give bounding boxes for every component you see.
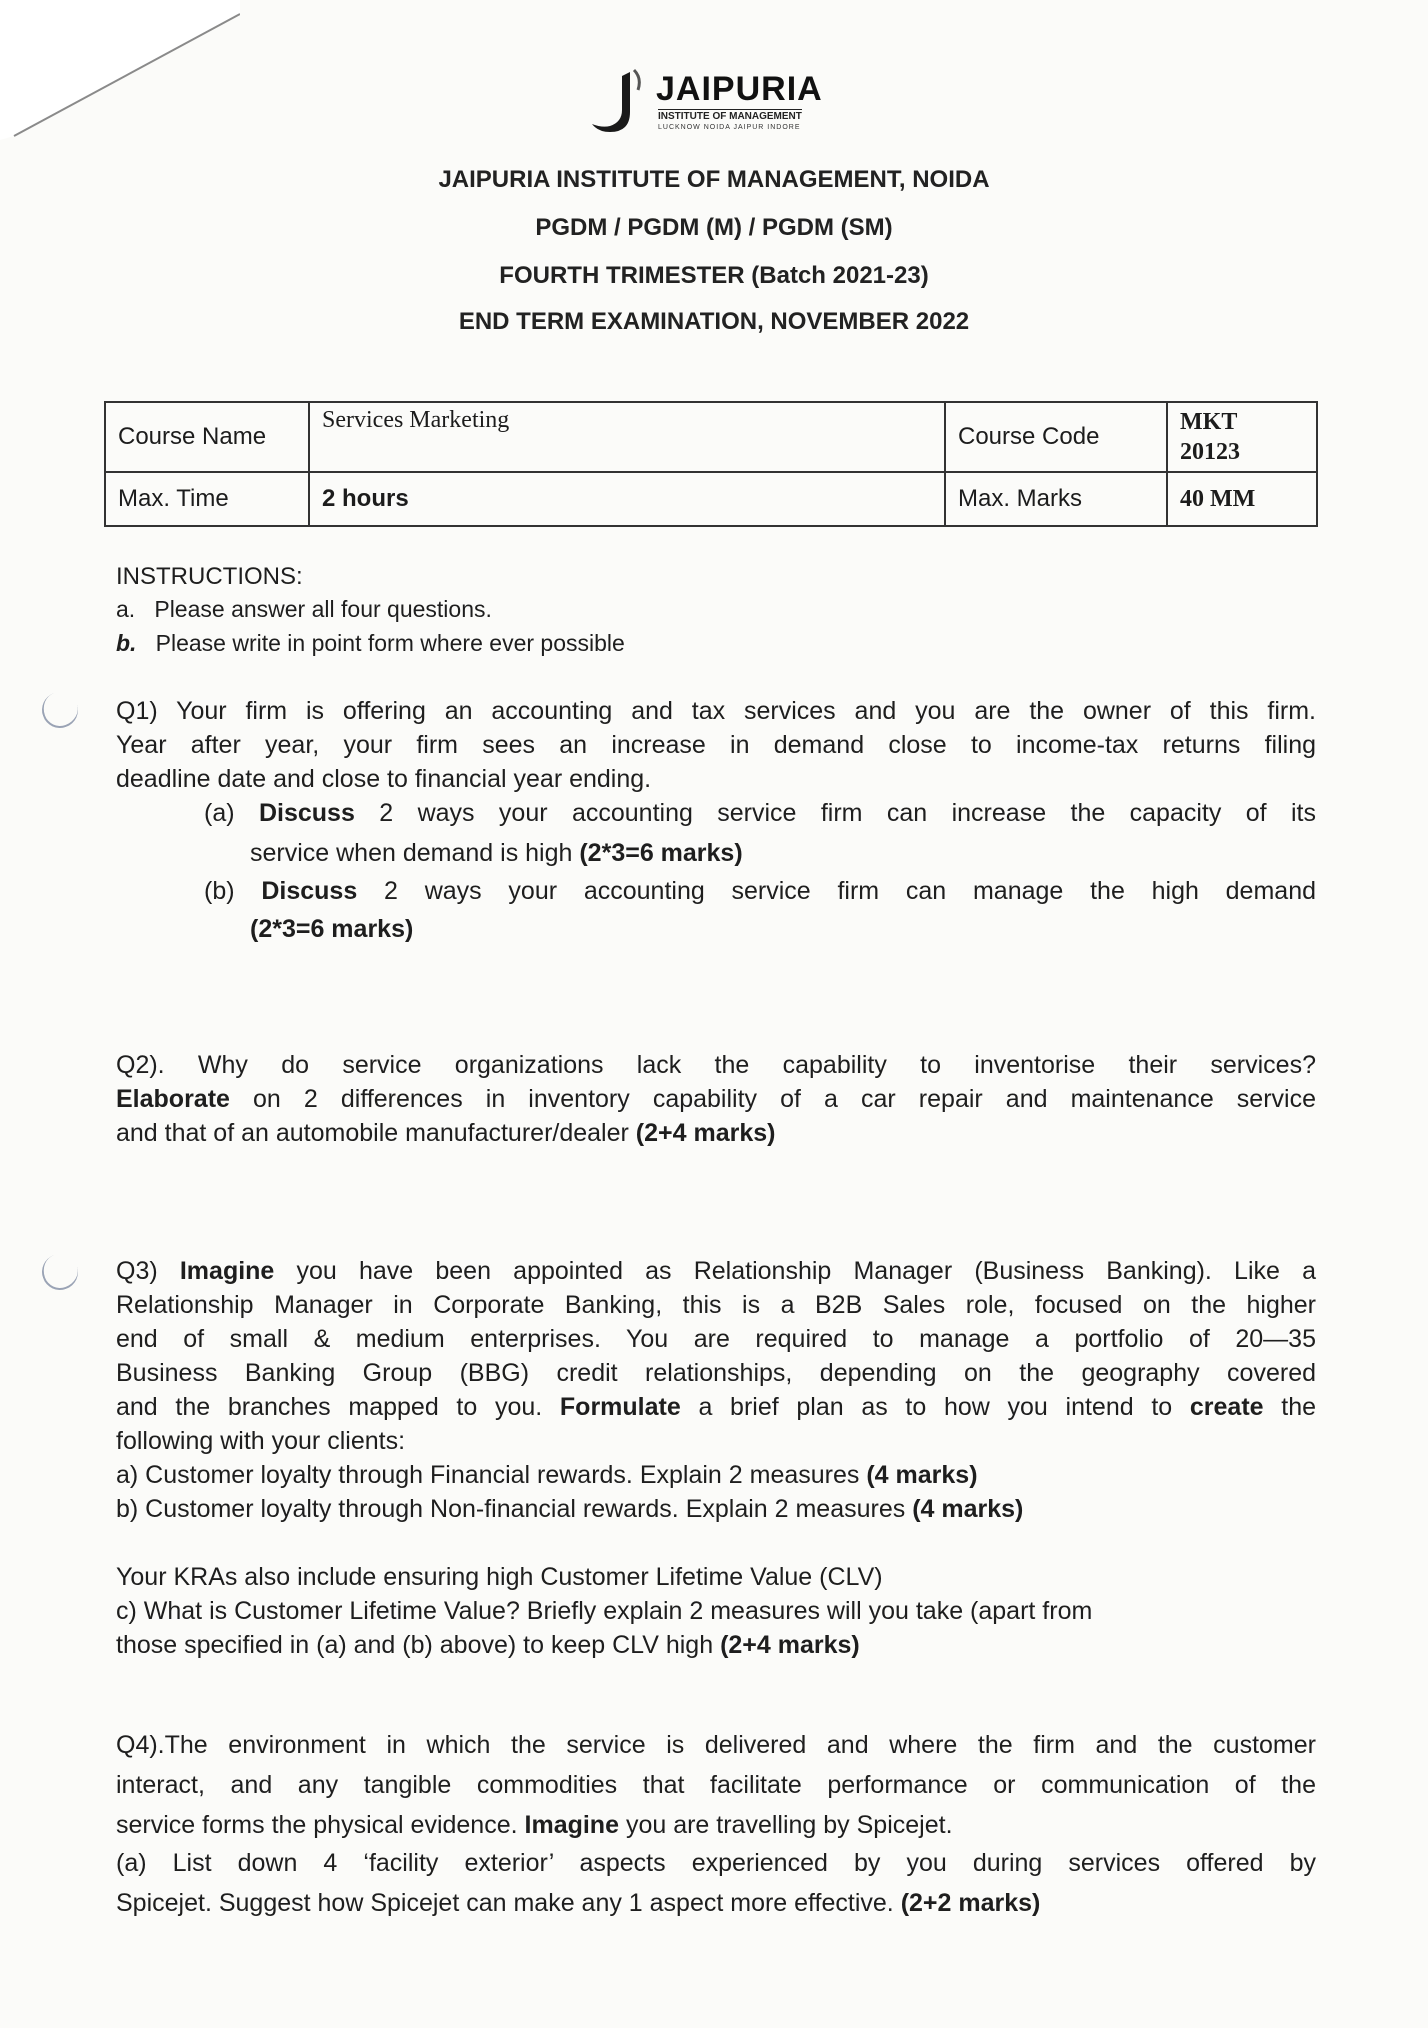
course-code-line-2: 20123	[1180, 439, 1240, 465]
q1-part-a-line-2	[250, 836, 743, 870]
q1-part-a-prefix: (a)	[204, 799, 235, 827]
trimester-title: FOURTH TRIMESTER (Batch 2021-23)	[499, 262, 929, 289]
q3-part-a	[116, 1458, 978, 1492]
q3-line-5	[116, 1390, 1316, 1424]
q2-line-3	[116, 1116, 775, 1150]
q3-part-c-marks: (2+4 marks)	[720, 1631, 860, 1659]
max-time-label: Max. Time	[105, 472, 309, 526]
q1-part-b-verb: Discuss	[261, 877, 358, 905]
q3-line-1	[116, 1254, 1316, 1288]
course-name-value: Services Marketing	[309, 402, 945, 472]
q3-prefix: Q3)	[116, 1257, 158, 1285]
logo-cities: LUCKNOW NOIDA JAIPUR INDORE	[658, 124, 801, 131]
q4-part-a-marks: (2+2 marks)	[900, 1889, 1041, 1917]
instruction-b-marker: b.	[116, 630, 137, 656]
q4-part-a-line-1: (a) List down 4 ‘facility exterior’ aspects experienced by you during services offered by	[116, 1849, 1316, 1877]
q3-line-1-text: you have been appointed as Relationship Manager (Business Banking). Like a	[296, 1257, 1316, 1285]
max-marks-label: Max. Marks	[945, 472, 1167, 526]
logo-subtitle: INSTITUTE OF MANAGEMENT	[658, 111, 802, 122]
q3-part-a-marks: (4 marks)	[866, 1461, 978, 1489]
logo-j-mark-icon	[590, 68, 646, 138]
max-time-value: 2 hours	[309, 472, 945, 526]
q3-line-5-b: a brief plan as to how you intend to	[698, 1393, 1173, 1421]
course-name-label: Course Name	[105, 402, 309, 472]
q4-line-3-a: service forms the physical evidence.	[116, 1811, 518, 1839]
q1-line-1: Q1) Your firm is offering an accounting and tax services and you are the owner of this firm.	[116, 697, 1316, 725]
q3-line-4: Business Banking Group (BBG) credit relationships, depending on the geography covered	[116, 1359, 1316, 1387]
q3-part-c-line-2	[116, 1628, 860, 1662]
course-code-line-1: MKT	[1180, 409, 1238, 435]
q4-part-a-text-2: Spicejet. Suggest how Spicejet can make any 1 aspect more effective.	[116, 1889, 894, 1917]
institute-title: JAIPURIA INSTITUTE OF MANAGEMENT, NOIDA	[438, 166, 990, 193]
q3-line-5-c: the	[1281, 1393, 1317, 1421]
q2-verb: Elaborate	[116, 1085, 230, 1113]
max-marks-value: 40 MM	[1167, 472, 1317, 526]
q4-line-3-b: you are travelling by Spicejet.	[625, 1811, 953, 1839]
q1-part-a-text: 2 ways your accounting service firm can increase the capacity of its	[379, 799, 1316, 827]
q3-kra-line: Your KRAs also include ensuring high Customer Lifetime Value (CLV)	[116, 1563, 883, 1591]
q3-part-b	[116, 1492, 1023, 1526]
table-row	[105, 402, 1317, 472]
q1-part-a-marks: (2*3=6 marks)	[579, 839, 743, 867]
course-code-value	[1167, 402, 1317, 472]
q4-verb: Imagine	[524, 1811, 619, 1839]
q4-line-1: Q4).The environment in which the service is delivered and where the firm and the customer	[116, 1731, 1316, 1759]
q1-part-b-prefix: (b)	[204, 877, 235, 905]
q3-line-6: following with your clients:	[116, 1427, 406, 1455]
q3-part-c-line-1: c) What is Customer Lifetime Value? Briefly explain 2 measures will you take (apart from	[116, 1597, 1093, 1625]
q1-part-b-text: 2 ways your accounting service firm can manage the high demand	[384, 877, 1316, 905]
q1-part-b-line-2	[250, 912, 413, 946]
instruction-b	[116, 626, 625, 660]
q1-part-b-marks: (2*3=6 marks)	[250, 915, 414, 943]
q2-line-1: Q2). Why do service organizations lack the capability to inventorise their services?	[116, 1051, 1316, 1079]
instruction-a	[116, 592, 492, 626]
folded-corner	[0, 0, 240, 140]
q2-line-2-text: on 2 differences in inventory capability of a car repair and maintenance service	[253, 1085, 1316, 1113]
q3-verb: Imagine	[179, 1257, 275, 1285]
q3-verb-create: create	[1189, 1393, 1264, 1421]
q1-part-b-line-1	[204, 874, 1316, 908]
q2-line-3-text: and that of an automobile manufacturer/dealer	[116, 1119, 629, 1147]
institute-logo	[590, 68, 850, 138]
q4-part-a-line-2	[116, 1886, 1040, 1920]
q3-line-5-a: and the branches mapped to you.	[116, 1393, 543, 1421]
q3-verb-formulate: Formulate	[559, 1393, 681, 1421]
instruction-b-text: Please write in point form where ever possible	[155, 630, 625, 656]
table-row	[105, 472, 1317, 526]
q3-part-b-text: b) Customer loyalty through Non-financial rewards. Explain 2 measures	[116, 1495, 906, 1523]
q4-line-2: interact, and any tangible commodities that facilitate performance or communication of the	[116, 1771, 1316, 1799]
course-code-label: Course Code	[945, 402, 1167, 472]
q3-line-3: end of small & medium enterprises. You are required to manage a portfolio of 20—35	[116, 1325, 1316, 1353]
instruction-a-marker: a.	[116, 596, 136, 622]
q3-part-c-text-2: those specified in (a) and (b) above) to keep CLV high	[116, 1631, 714, 1659]
q1-line-2: Year after year, your firm sees an increase in demand close to income-tax returns filing	[116, 731, 1316, 759]
q1-part-a-verb: Discuss	[258, 799, 355, 827]
instructions-heading: INSTRUCTIONS:	[116, 563, 303, 590]
q1-part-a-text-2: service when demand is high	[250, 839, 573, 867]
logo-name: JAIPURIA	[656, 70, 823, 108]
q4-line-3	[116, 1808, 953, 1842]
program-title: PGDM / PGDM (M) / PGDM (SM)	[535, 214, 893, 241]
q1-part-a-line-1	[204, 796, 1316, 830]
instruction-a-text: Please answer all four questions.	[154, 596, 492, 622]
q3-part-a-text: a) Customer loyalty through Financial rewards. Explain 2 measures	[116, 1461, 860, 1489]
q2-line-2	[116, 1082, 1316, 1116]
q2-marks: (2+4 marks)	[635, 1119, 776, 1147]
punch-hole-mark	[37, 1249, 83, 1295]
punch-hole-mark	[37, 687, 83, 733]
course-details-table	[104, 401, 1318, 527]
q3-part-b-marks: (4 marks)	[912, 1495, 1024, 1523]
q1-line-3: deadline date and close to financial year ending.	[116, 765, 652, 793]
q3-line-2: Relationship Manager in Corporate Banking, this is a B2B Sales role, focused on the higher	[116, 1291, 1316, 1319]
exam-title: END TERM EXAMINATION, NOVEMBER 2022	[458, 308, 970, 335]
